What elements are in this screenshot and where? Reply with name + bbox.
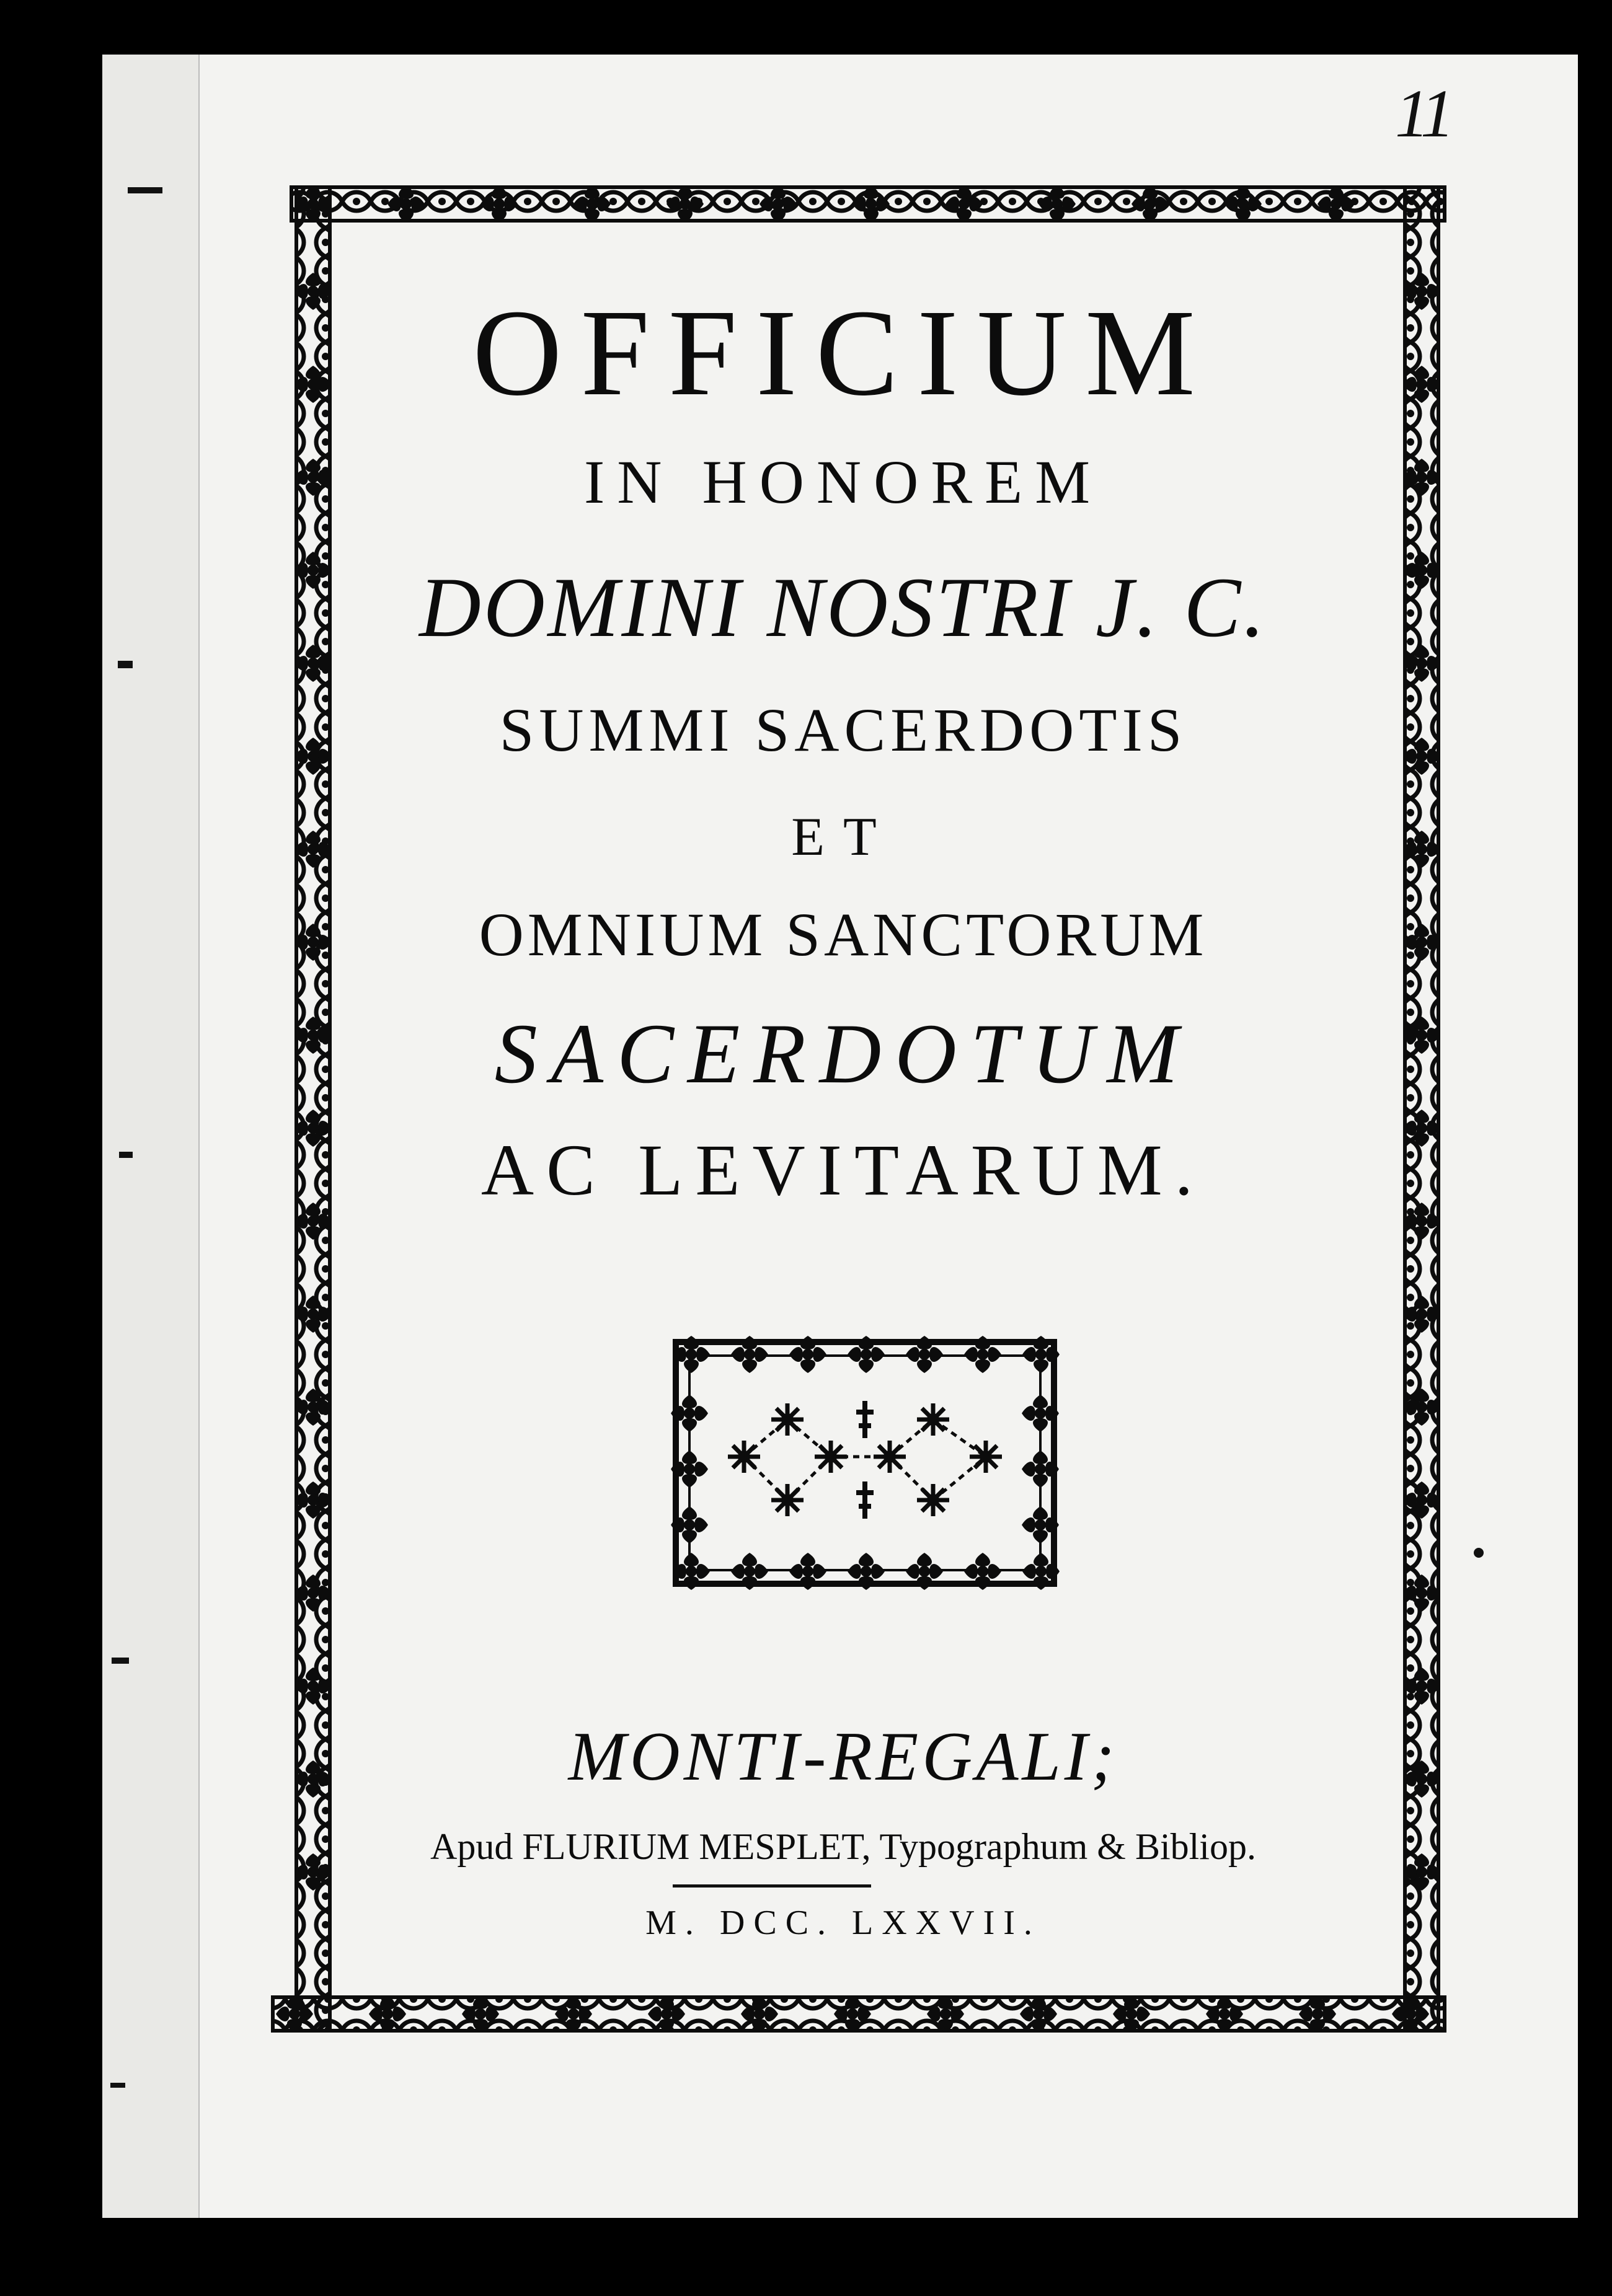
imprint-rule: [673, 1884, 871, 1888]
floral-vignette-icon: [671, 1336, 1060, 1590]
subtitle-line: AC LEVITARUM.: [480, 1129, 1206, 1211]
printer-imprint: Apud FLURIUM MESPLET, Typographum & Bibliop.: [430, 1826, 1256, 1867]
title: OFFICIUM: [472, 285, 1214, 422]
subtitle-line: SACERDOTUM: [494, 1006, 1192, 1101]
subtitle-line: ET: [791, 807, 895, 867]
place-of-publication: MONTI-REGALI;: [568, 1718, 1118, 1795]
folio-number: 11: [1395, 76, 1451, 151]
subtitle-line: OMNIUM SANCTORUM: [479, 900, 1208, 969]
publication-date: M. DCC. LXXVII.: [645, 1904, 1041, 1942]
subtitle-line: DOMINI NOSTRI J. C.: [419, 560, 1267, 655]
subtitle-line: IN HONOREM: [583, 448, 1103, 516]
subtitle-line: SUMMI SACERDOTIS: [499, 695, 1187, 764]
